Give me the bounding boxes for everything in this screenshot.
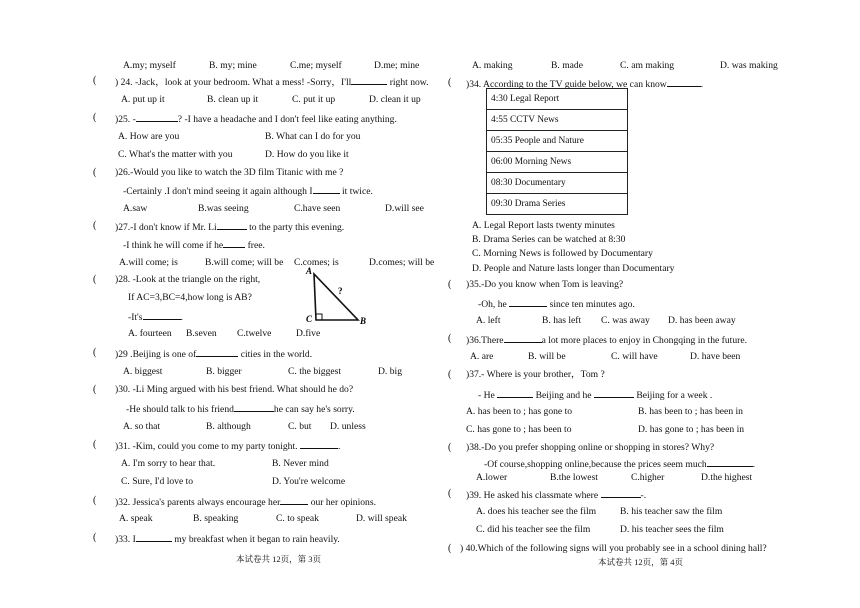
q33-option-c: C. am making xyxy=(620,60,675,71)
q33-option-a: A. making xyxy=(472,60,513,71)
q23-option-c: C.me; myself xyxy=(290,60,342,71)
tv-guide-row xyxy=(487,152,628,173)
q28-response: -It's . xyxy=(128,312,183,323)
answer-paren: ( xyxy=(93,75,97,86)
q28-option-a: A. fourteen xyxy=(128,328,172,339)
q36-option-b: B. will be xyxy=(528,351,566,362)
q36-option-a: A. are xyxy=(470,351,494,362)
q25-option-b: B. What can I do for you xyxy=(265,131,361,142)
tv-guide-cell: 4:55 CCTV News xyxy=(487,110,628,131)
tv-guide-row xyxy=(487,110,628,131)
q28-option-b: B.seven xyxy=(186,328,217,339)
q35-option-d: D. has been away xyxy=(668,315,736,326)
answer-paren: ( xyxy=(93,274,97,285)
q25-option-c: C. What's the matter with you xyxy=(118,149,233,160)
q34-question: )34. According to the TV guide below, we can know . xyxy=(466,79,704,90)
answer-paren: ( xyxy=(448,543,452,554)
answer-paren: ( xyxy=(93,167,97,178)
q29-option-d: D. big xyxy=(378,366,402,377)
q26-question: )26.-Would you like to watch the 3D film Titanic with me ? xyxy=(115,167,344,178)
answer-paren: ( xyxy=(93,220,97,231)
q30-response: -He should talk to his friend he can say he's sorry. xyxy=(126,404,355,415)
answer-paren: ( xyxy=(448,333,452,344)
q39-option-c: C. did his teacher see the film xyxy=(476,524,591,535)
q38-option-d: D.the highest xyxy=(701,472,753,483)
hypotenuse-label: ? xyxy=(338,286,343,296)
q30-option-c: C. but xyxy=(288,421,312,432)
page-footer-left: 本试卷共 12页，第 3页 xyxy=(236,554,322,564)
q31-option-c: C. Sure, I'd love to xyxy=(121,476,194,487)
q39-option-d: D. his teacher sees the film xyxy=(620,524,724,535)
q37-question: )37.- Where is your brother，Tom ? xyxy=(466,369,605,380)
answer-paren: ( xyxy=(93,439,97,450)
q37-option-b: B. has been to ; has been in xyxy=(638,406,743,417)
q33-question: )33. I my breakfast when it began to rain heavily. xyxy=(115,534,340,545)
q27-response: -I think he will come if he free. xyxy=(123,240,265,251)
page-footer-right: 本试卷共 12页，第 4页 xyxy=(598,557,684,567)
q27-option-a: A.will come; is xyxy=(119,257,178,268)
tv-guide-cell: 06:00 Morning News xyxy=(487,152,628,173)
answer-paren: ( xyxy=(93,495,97,506)
answer-paren: ( xyxy=(448,77,452,88)
q32-option-c: C. to speak xyxy=(276,513,319,524)
q35-option-c: C. was away xyxy=(601,315,650,326)
answer-paren: ( xyxy=(93,347,97,358)
q24-question: ) 24. -Jack，look at your bedroom. What a mess! -Sorry，I'll right now. xyxy=(115,77,429,88)
tv-guide-row xyxy=(487,194,628,215)
tv-guide-cell: 05:35 People and Nature xyxy=(487,131,628,152)
q34-option-a: A. Legal Report lasts twenty minutes xyxy=(472,220,615,231)
q25-option-d: D. How do you like it xyxy=(265,149,349,160)
q33-option-d: D. was making xyxy=(720,60,778,71)
answer-paren: ( xyxy=(93,384,97,395)
q23-option-d: D.me; mine xyxy=(374,60,420,71)
q24-option-b: B. clean up it xyxy=(207,94,259,105)
q32-option-a: A. speak xyxy=(119,513,153,524)
answer-paren: ( xyxy=(448,442,452,453)
answer-paren: ( xyxy=(93,532,97,543)
q29-option-c: C. the biggest xyxy=(288,366,342,377)
q26-response: -Certainly .I don't mind seeing it again although I it twice. xyxy=(123,186,373,197)
q34-option-c: C. Morning News is followed by Documentary xyxy=(472,248,653,259)
q25-option-a: A. How are you xyxy=(118,131,180,142)
q35-response: -Oh, he since ten minutes ago. xyxy=(478,299,635,310)
q38-option-b: B.the lowest xyxy=(550,472,598,483)
q25-question: )25. - ? -I have a headache and I don't feel like eating anything. xyxy=(115,114,397,125)
q36-option-d: D. have been xyxy=(690,351,741,362)
q28-question: )28. -Look at the triangle on the right, xyxy=(115,274,261,285)
q28-option-c: C.twelve xyxy=(237,328,272,339)
q37-option-a: A. has been to ; has gone to xyxy=(466,406,573,417)
vertex-label-c: C xyxy=(306,314,313,324)
q31-option-b: B. Never mind xyxy=(272,458,329,469)
tv-guide-row xyxy=(487,131,628,152)
vertex-label-a: A xyxy=(306,266,313,276)
answer-paren: ( xyxy=(93,112,97,123)
q34-option-d: D. People and Nature lasts longer than Documentary xyxy=(472,263,675,274)
q35-question: )35.-Do you know when Tom is leaving? xyxy=(466,279,624,290)
right-angle-mark xyxy=(316,314,322,320)
vertex-label-b: B xyxy=(360,316,367,326)
answer-paren: ( xyxy=(448,488,452,499)
q27-question: )27.-I don't know if Mr. Li to the party this evening. xyxy=(115,222,345,233)
q30-option-b: B. although xyxy=(206,421,251,432)
q23-option-a: A.my; myself xyxy=(123,60,176,71)
q27-option-b: B.will come; will be xyxy=(205,257,284,268)
tv-guide-cell: 09:30 Drama Series xyxy=(487,194,628,215)
q35-option-a: A. left xyxy=(476,315,501,326)
q35-option-b: B. has left xyxy=(542,315,582,326)
q26-option-d: D.will see xyxy=(385,203,424,214)
q29-option-a: A. biggest xyxy=(123,366,163,377)
q28-option-d: D.five xyxy=(296,328,321,339)
tv-guide-cell: 4:30 Legal Report xyxy=(487,89,628,110)
q30-option-a: A. so that xyxy=(123,421,161,432)
answer-paren: ( xyxy=(448,279,452,290)
q32-option-b: B. speaking xyxy=(193,513,239,524)
q32-option-d: D. will speak xyxy=(356,513,407,524)
q38-response: -Of course,shopping online,because the prices seem much . xyxy=(484,459,756,470)
tv-guide-cell: 08:30 Documentary xyxy=(487,173,628,194)
q38-question: )38.-Do you prefer shopping online or shopping in stores? Why? xyxy=(466,442,715,453)
q30-option-d: D. unless xyxy=(330,421,366,432)
q27-option-c: C.comes; is xyxy=(294,257,339,268)
q39-option-b: B. his teacher saw the film xyxy=(620,506,723,517)
q31-question: )31. -Kim, could you come to my party tonight. . xyxy=(115,441,341,452)
tv-guide-table xyxy=(486,88,628,215)
q37-option-d: D. has gone to ; has been in xyxy=(638,424,745,435)
q38-option-c: C.higher xyxy=(631,472,665,483)
q26-option-a: A.saw xyxy=(123,203,148,214)
q31-option-a: A. I'm sorry to hear that. xyxy=(121,458,216,469)
q39-question: )39. He asked his classmate where -. xyxy=(466,490,647,501)
q29-question: )29 .Beijing is one of cities in the world. xyxy=(115,349,313,360)
q23-option-b: B. my; mine xyxy=(209,60,257,71)
q24-option-c: C. put it up xyxy=(292,94,336,105)
q37-option-c: C. has gone to ; has been to xyxy=(466,424,572,435)
q24-option-d: D. clean it up xyxy=(369,94,421,105)
q40-question: ) 40.Which of the following signs will you probably see in a school dining hall? xyxy=(460,543,767,554)
q28-condition: If AC=3,BC=4,how long is AB? xyxy=(128,292,252,303)
tv-guide-row xyxy=(487,89,628,110)
triangle-shape xyxy=(314,274,358,320)
q31-option-d: D. You're welcome xyxy=(272,476,346,487)
q26-option-c: C.have seen xyxy=(294,203,341,214)
q37-response: - He Beijing and he Beijing for a week . xyxy=(478,390,713,401)
q30-question: )30. -Li Ming argued with his best friend. What should he do? xyxy=(115,384,354,395)
q38-option-a: A.lower xyxy=(476,472,508,483)
tv-guide-row xyxy=(487,173,628,194)
q29-option-b: B. bigger xyxy=(206,366,242,377)
q33-option-b: B. made xyxy=(551,60,583,71)
q32-question: )32. Jessica's parents always encourage her our her opinions. xyxy=(115,497,376,508)
q26-option-b: B.was seeing xyxy=(198,203,249,214)
q24-option-a: A. put up it xyxy=(121,94,165,105)
q27-option-d: D.comes; will be xyxy=(369,257,435,268)
q36-option-c: C. will have xyxy=(611,351,658,362)
answer-paren: ( xyxy=(448,369,452,380)
q34-option-b: B. Drama Series can be watched at 8:30 xyxy=(472,234,626,245)
q39-option-a: A. does his teacher see the film xyxy=(476,506,597,517)
q36-question: )36.There a lot more places to enjoy in Chongqing in the future. xyxy=(466,335,747,346)
right-triangle-figure xyxy=(300,264,372,326)
